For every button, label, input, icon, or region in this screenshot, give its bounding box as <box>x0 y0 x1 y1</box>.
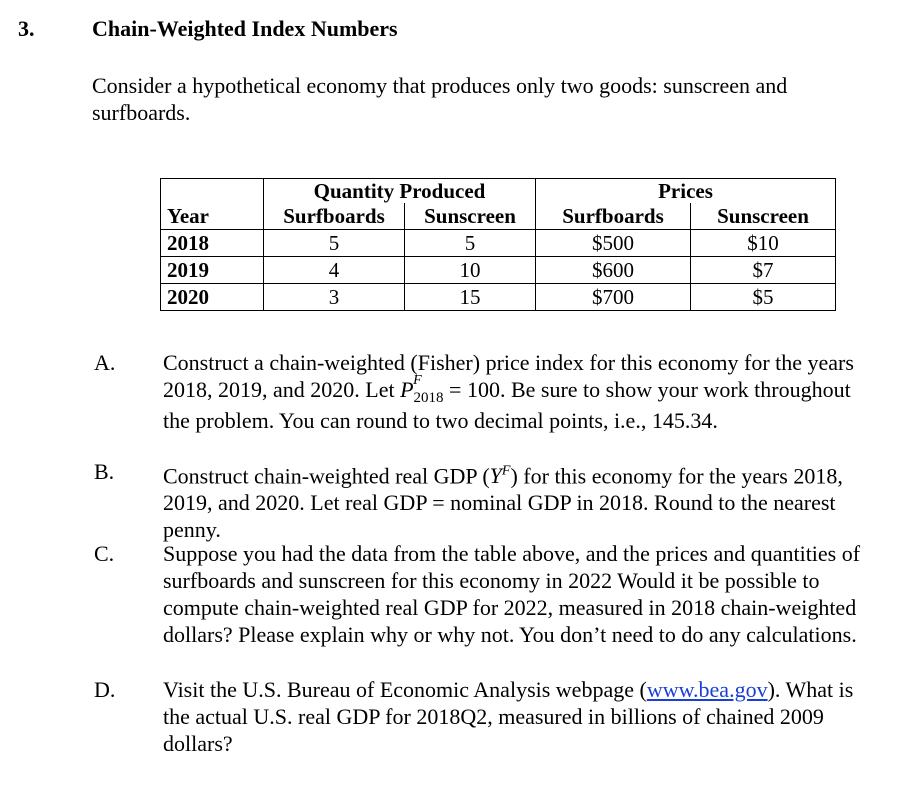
cell-q-sunscreen: 10 <box>405 257 536 284</box>
table-row <box>161 257 836 284</box>
cell-q-sunscreen: 15 <box>405 284 536 311</box>
group-header-quantity: Quantity Produced <box>264 179 536 204</box>
item-text-part: = 100. Be sure to show your work throughout the problem. You can round to two decimal points, i.e., 145.34. <box>163 377 851 433</box>
cell-p-sunscreen: $7 <box>691 257 836 284</box>
intro-paragraph: Consider a hypothetical economy that produces only two goods: sunscreen and surfboards. <box>92 73 788 125</box>
cell-q-surfboards: 4 <box>264 257 405 284</box>
question-number: 3. <box>18 16 35 41</box>
cell-p-sunscreen: $10 <box>691 230 836 257</box>
table-row <box>161 230 836 257</box>
column-header-p-sunscreen: Sunscreen <box>691 203 836 230</box>
cell-p-surfboards: $600 <box>536 257 691 284</box>
item-text: Suppose you had the data from the table above, and the prices and quantities of surfboards and sunscreen for this economy in 2022 Would it be possible to compute chain-weighted real GDP for 2022, measured in 2018 chain-weighted dollars? Please explain why or why not. You don’t need to do any calculations. <box>163 541 861 647</box>
symbol-superscript: F <box>413 373 422 388</box>
cell-year: 2018 <box>161 230 264 257</box>
item-label: D. <box>94 677 116 702</box>
symbol-base: Y <box>489 463 502 489</box>
item-text-part: Construct chain-weighted real GDP ( <box>163 463 490 489</box>
item-text <box>163 458 873 543</box>
real-gdp-symbol <box>490 463 511 488</box>
symbol-subscript: 2018 <box>413 390 444 406</box>
column-header-p-surfboards: Surfboards <box>536 203 691 230</box>
cell-q-sunscreen: 5 <box>405 230 536 257</box>
item-label: C. <box>94 541 115 566</box>
fisher-price-index-symbol <box>400 373 444 407</box>
column-header-q-sunscreen: Sunscreen <box>405 203 536 230</box>
group-header-prices: Prices <box>536 179 836 204</box>
table-group-header-row <box>161 179 836 204</box>
column-header-year: Year <box>161 203 264 230</box>
item-text-part: ) for this economy for the years 2018, 2019, and 2020. Let real GDP = nominal GDP in 2018. Round to the nearest penny. <box>163 463 843 543</box>
item-text <box>163 349 873 434</box>
cell-q-surfboards: 5 <box>264 230 405 257</box>
symbol-superscript: F <box>501 464 511 479</box>
item-text-part: ). What is the actual U.S. real GDP for 2018Q2, measured in billions of chained 2009 dollars? <box>163 677 854 756</box>
item-text-part: Visit the U.S. Bureau of Economic Analysis webpage ( <box>163 677 647 702</box>
item-label: B. <box>94 459 115 484</box>
cell-p-sunscreen: $5 <box>691 284 836 311</box>
column-header-q-surfboards: Surfboards <box>264 203 405 230</box>
item-text-part: Construct a chain-weighted (Fisher) price index for this economy for the years 2018, 2019, and 2020. Let <box>163 350 854 402</box>
data-table <box>160 178 836 311</box>
item-label: A. <box>94 350 116 375</box>
question-title: Chain-Weighted Index Numbers <box>92 16 398 41</box>
table-column-header-row <box>161 203 836 230</box>
cell-p-surfboards: $700 <box>536 284 691 311</box>
item-text <box>163 676 873 757</box>
table-corner-cell <box>161 179 264 204</box>
cell-year: 2020 <box>161 284 264 311</box>
bea-website-link[interactable]: www.bea.gov <box>646 677 768 702</box>
cell-q-surfboards: 3 <box>264 284 405 311</box>
cell-year: 2019 <box>161 257 264 284</box>
symbol-base: P <box>400 377 414 402</box>
cell-p-surfboards: $500 <box>536 230 691 257</box>
table-row <box>161 284 836 311</box>
